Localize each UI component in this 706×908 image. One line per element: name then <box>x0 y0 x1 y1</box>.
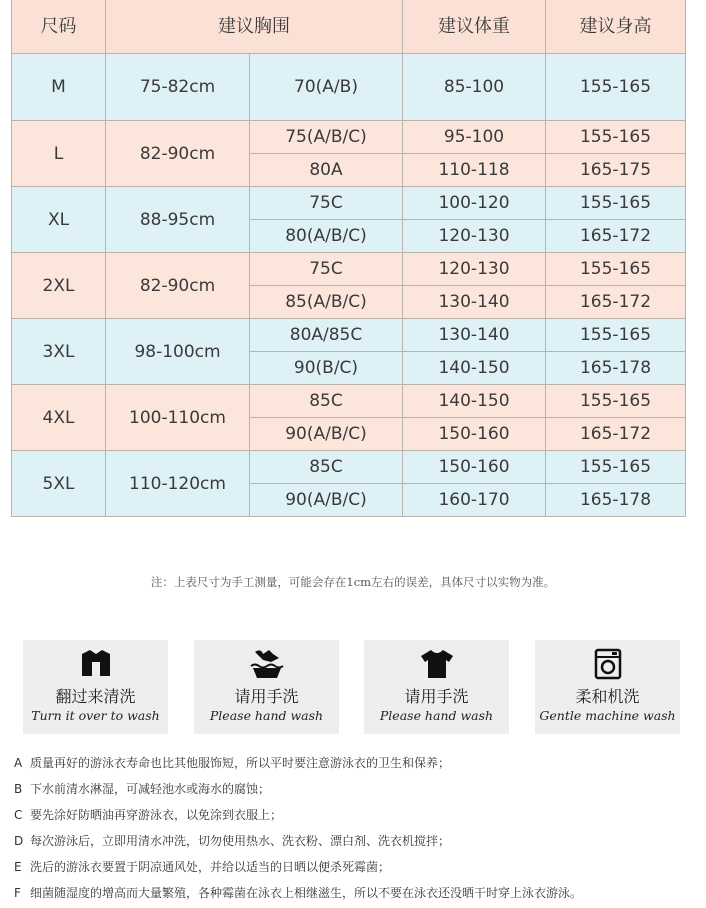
size-cell: 4XL <box>12 385 106 451</box>
height-cell: 165-172 <box>546 286 686 319</box>
size-cell: 3XL <box>12 319 106 385</box>
table-header-row <box>12 0 686 54</box>
weight-cell: 140-150 <box>403 385 546 418</box>
tip-marker: D <box>14 834 24 848</box>
size-cell: L <box>12 121 106 187</box>
tip-text: 细菌随湿度的增高而大量繁殖，各种霉菌在泳衣上相继滋生，所以不要在泳衣还没晒干时穿上泳衣游泳。 <box>30 886 583 900</box>
height-cell: 155-165 <box>546 451 686 484</box>
list-item <box>14 804 704 830</box>
tip-marker: A <box>14 756 23 770</box>
header-size: 尺码 <box>12 0 106 54</box>
cup-cell: 70(A/B) <box>250 54 403 121</box>
height-cell: 155-165 <box>546 253 686 286</box>
height-cell: 155-165 <box>546 54 686 121</box>
table-row <box>12 253 686 286</box>
table-row <box>12 385 686 418</box>
height-cell: 155-165 <box>546 385 686 418</box>
weight-cell: 130-140 <box>403 319 546 352</box>
chest-cell: 88-95cm <box>106 187 250 253</box>
table-row <box>12 121 686 154</box>
weight-cell: 85-100 <box>403 54 546 121</box>
tip-marker: B <box>14 782 23 796</box>
care-card-machine-wash <box>535 640 680 734</box>
cup-cell: 90(A/B/C) <box>250 418 403 451</box>
care-label-en: Please hand wash <box>379 708 494 723</box>
header-weight: 建议体重 <box>403 0 546 54</box>
weight-cell: 160-170 <box>403 484 546 517</box>
cup-cell: 75C <box>250 187 403 220</box>
care-card-hand-wash-2 <box>364 640 509 734</box>
chest-cell: 100-110cm <box>106 385 250 451</box>
weight-cell: 110-118 <box>403 154 546 187</box>
tip-marker: E <box>14 860 22 874</box>
care-card-turn-over <box>23 640 168 734</box>
weight-cell: 140-150 <box>403 352 546 385</box>
cup-cell: 90(B/C) <box>250 352 403 385</box>
hand-wash-icon <box>249 648 285 680</box>
size-cell: 2XL <box>12 253 106 319</box>
tip-text: 每次游泳后，立即用清水冲洗，切勿使用热水、洗衣粉、漂白剂、洗衣机搅拌； <box>30 834 451 848</box>
shirt-inside-out-icon <box>78 648 114 680</box>
care-label-en: Please hand wash <box>209 708 324 723</box>
cup-cell: 85(A/B/C) <box>250 286 403 319</box>
care-label: 柔和机洗 <box>575 687 640 706</box>
chest-cell: 82-90cm <box>106 253 250 319</box>
size-cell: 5XL <box>12 451 106 517</box>
washing-machine-icon <box>590 648 626 680</box>
care-label: 请用手洗 <box>404 687 469 706</box>
height-cell: 155-165 <box>546 187 686 220</box>
weight-cell: 95-100 <box>403 121 546 154</box>
weight-cell: 100-120 <box>403 187 546 220</box>
cup-cell: 75(A/B/C) <box>250 121 403 154</box>
list-item <box>14 778 704 804</box>
chest-cell: 75-82cm <box>106 54 250 121</box>
height-cell: 165-175 <box>546 154 686 187</box>
table-row <box>12 451 686 484</box>
size-cell: XL <box>12 187 106 253</box>
tip-text: 洗后的游泳衣要置于阴凉通风处，并给以适当的日晒以便杀死霉菌； <box>30 860 391 874</box>
cup-cell: 80(A/B/C) <box>250 220 403 253</box>
cup-cell: 90(A/B/C) <box>250 484 403 517</box>
height-cell: 155-165 <box>546 319 686 352</box>
size-table <box>11 0 686 517</box>
cup-cell: 80A/85C <box>250 319 403 352</box>
header-height: 建议身高 <box>546 0 686 54</box>
height-cell: 165-172 <box>546 220 686 253</box>
tip-marker: C <box>14 808 23 822</box>
chest-cell: 110-120cm <box>106 451 250 517</box>
height-cell: 165-172 <box>546 418 686 451</box>
care-label-en: Gentle machine wash <box>539 708 676 723</box>
list-item <box>14 752 704 778</box>
measurement-note: 注：上表尺寸为手工测量，可能会存在1cm左右的误差，具体尺寸以实物为准。 <box>150 575 556 589</box>
size-table-body <box>12 54 686 517</box>
cup-cell: 80A <box>250 154 403 187</box>
weight-cell: 120-130 <box>403 253 546 286</box>
care-label: 请用手洗 <box>234 687 299 706</box>
tip-text: 要先涂好防晒油再穿游泳衣，以免涂到衣服上； <box>30 808 283 822</box>
height-cell: 165-178 <box>546 484 686 517</box>
height-cell: 155-165 <box>546 121 686 154</box>
list-item <box>14 856 704 882</box>
tip-marker: F <box>14 886 21 900</box>
cup-cell: 85C <box>250 385 403 418</box>
size-cell: M <box>12 54 106 121</box>
cup-cell: 85C <box>250 451 403 484</box>
tshirt-icon <box>419 648 455 680</box>
care-instructions <box>23 640 683 734</box>
care-label-en: Turn it over to wash <box>31 708 160 723</box>
weight-cell: 150-160 <box>403 451 546 484</box>
weight-cell: 130-140 <box>403 286 546 319</box>
weight-cell: 120-130 <box>403 220 546 253</box>
table-row <box>12 187 686 220</box>
list-item <box>14 830 704 856</box>
height-cell: 165-178 <box>546 352 686 385</box>
care-label: 翻过来清洗 <box>55 687 136 706</box>
header-chest: 建议胸围 <box>106 0 403 54</box>
tip-text: 下水前清水淋湿，可减轻池水或海水的腐蚀； <box>30 782 271 796</box>
cup-cell: 75C <box>250 253 403 286</box>
table-row <box>12 319 686 352</box>
table-row <box>12 54 686 121</box>
chest-cell: 98-100cm <box>106 319 250 385</box>
care-card-hand-wash <box>194 640 339 734</box>
list-item <box>14 882 704 908</box>
weight-cell: 150-160 <box>403 418 546 451</box>
tip-text: 质量再好的游泳衣寿命也比其他服饰短，所以平时要注意游泳衣的卫生和保养； <box>30 756 451 770</box>
care-tips-list <box>14 752 704 908</box>
chest-cell: 82-90cm <box>106 121 250 187</box>
